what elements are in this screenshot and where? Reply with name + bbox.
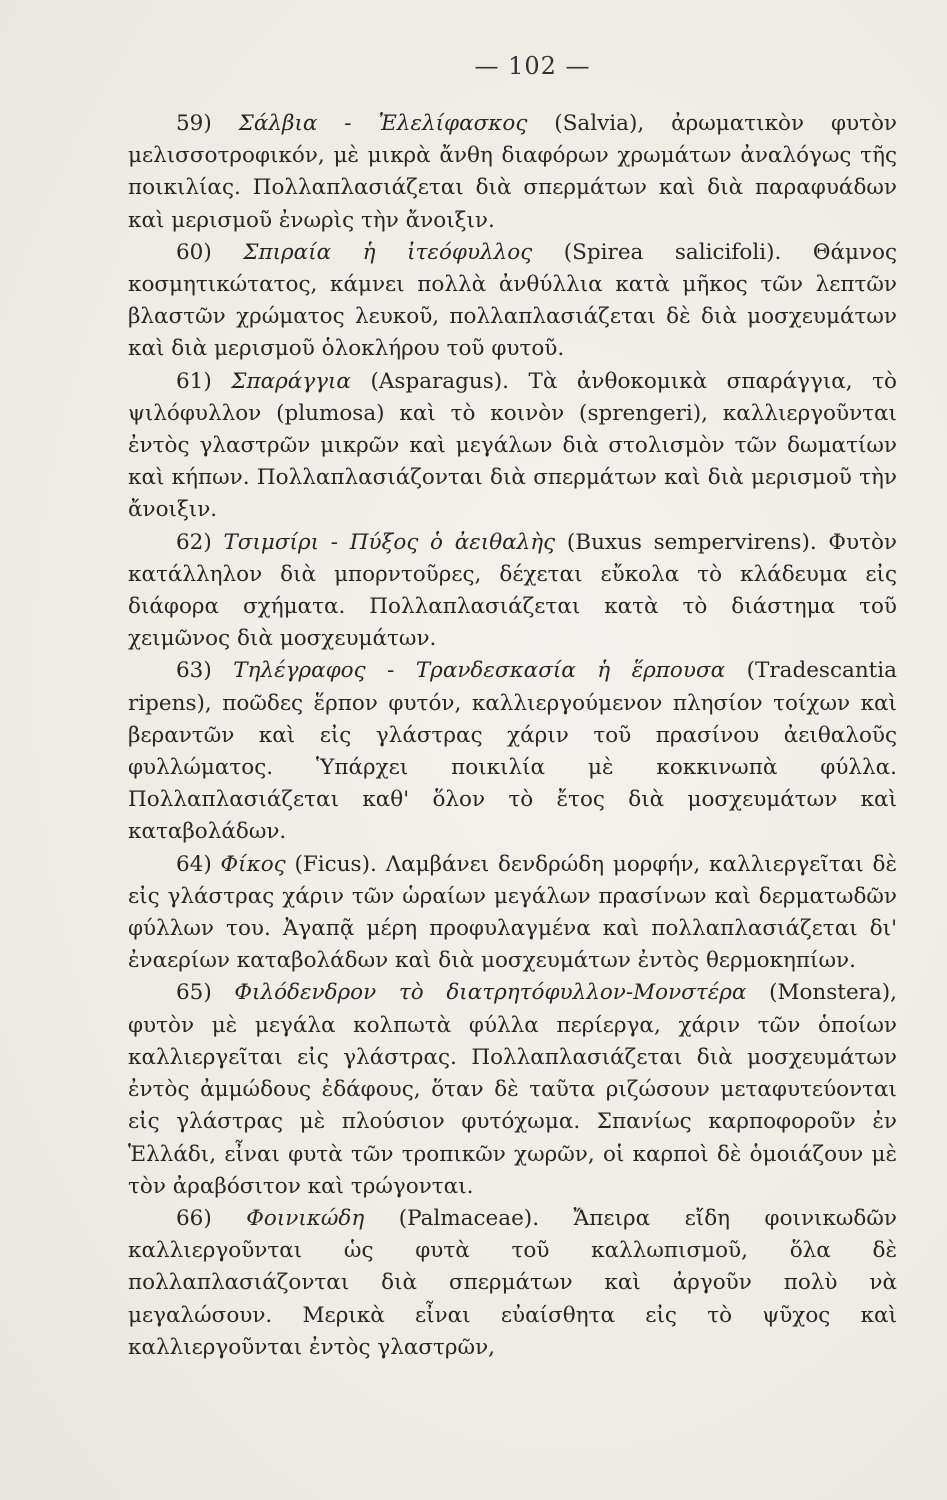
entry-60 xyxy=(128,237,897,366)
plant-name: Σάλβια - Ἐλελίφασκος xyxy=(238,111,528,136)
plant-name: Σπαράγγια xyxy=(231,368,351,394)
plant-name: Τηλέγραφος - Τρανδεσκασία ἡ ἕρπουσα xyxy=(233,658,726,684)
entry-text: (Tradescantia ripens), ποῶδες ἕρπον φυτόν, καλλιεργούμενον πλησίον τοίχων καὶ βεραντῶν καὶ εἰς γλάστρας χάριν τοῦ πρασίνου ἀειθαλοῦς φυλλώματος. Ὑπάρχει ποικιλία μὲ κοκκινωπὰ φύλλα. Πολλαπλασιάζεται καθ' ὅλον τὸ ἔτος διὰ μοσχευμάτων καὶ καταβολάδων. xyxy=(128,658,898,845)
entry-number: 66) xyxy=(176,1205,212,1231)
plant-name: Φοινικώδη xyxy=(246,1205,365,1231)
plant-name: Τσιμσίρι - Πύξος ὁ ἀειθαλὴς xyxy=(223,529,556,555)
entry-number: 65) xyxy=(176,980,212,1006)
entry-text: (Palmaceae). Ἄπειρα εἴδη φοινικωδῶν καλλιεργοῦνται ὡς φυτὰ τοῦ καλλωπισμοῦ, ὅλα δὲ πολλαπλασιάζονται διὰ σπερμάτων καὶ ἀργοῦν πολὺ νὰ μεγαλώσουν. Μερικὰ εἶναι εὐαίσθητα εἰς τὸ ψῦχος καὶ καλλιεργοῦνται ἐντὸς γλαστρῶν, xyxy=(128,1205,897,1360)
entry-number: 60) xyxy=(176,239,212,265)
entry-number: 62) xyxy=(176,529,212,555)
entry-62 xyxy=(128,527,897,656)
entry-number: 59) xyxy=(176,111,212,136)
entry-65 xyxy=(128,977,897,1202)
entry-59 xyxy=(128,108,897,237)
entry-number: 61) xyxy=(176,368,212,394)
entry-61 xyxy=(128,366,897,527)
plant-name: Φιλόδενδρον τὸ διατρητόφυλλον-Μονστέρα xyxy=(234,980,747,1006)
page-number: — 102 — xyxy=(474,52,591,80)
entry-text: (Asparagus). Τὰ ἀνθοκομικὰ σπαράγγια, τὸ ψιλόφυλλον (plumosa) καὶ τὸ κοινὸν (sprengeri), καλλιεργοῦνται ἐντὸς γλαστρῶν μικρῶν καὶ μεγάλων διὰ στολισμὸν τῶν δωματίων καὶ κήπων. Πολλαπλασιάζονται διὰ σπερμάτων καὶ διὰ μερισμοῦ τὴν ἄνοιξιν. xyxy=(128,368,898,523)
entry-number: 64) xyxy=(176,851,212,877)
entry-text: (Ficus). Λαμβάνει δενδρώδη μορφήν, καλλιεργεῖται δὲ εἰς γλάστρας χάριν τῶν ὡραίων μεγάλων πρασίνων καὶ δερματωδῶν φύλλων του. Ἀγαπᾷ μέρη προφυλαγμένα καὶ πολλαπλασιάζεται δι' ἐναερίων καταβολάδων καὶ διὰ μοσχευμάτων ἐντὸς θερμοκηπίων. xyxy=(128,851,897,974)
entry-text: (Spirea salicifoli). Θάμνος κοσμητικώτατος, κάμνει πολλὰ ἀνθύλλια κατὰ μῆκος τῶν λεπτῶν βλαστῶν χρώματος λευκοῦ, πολλαπλασιάζεται δὲ διὰ μοσχευμάτων καὶ διὰ μερισμοῦ ὁλοκλήρου τοῦ φυτοῦ. xyxy=(128,239,897,362)
entry-66 xyxy=(128,1203,897,1364)
plant-name: Φίκος xyxy=(220,851,286,877)
plant-name: Σπιραία ἡ ἰτεόφυλλος xyxy=(243,239,533,265)
entry-number: 63) xyxy=(176,658,212,684)
entry-64 xyxy=(128,849,897,978)
entry-text: (Buxus sempervirens). Φυτὸν κατάλληλον διὰ μπορντοῦρες, δέχεται εὔκολα τὸ κλάδευμα εἰς διάφορα σχήματα. Πολλαπλασιάζεται κατὰ τὸ διάστημα τοῦ χειμῶνος διὰ μοσχευμάτων. xyxy=(128,529,897,652)
entry-63 xyxy=(128,655,897,848)
entry-text: (Salvia), ἀρωματικὸν φυτὸν μελισσοτροφικόν, μὲ μικρὰ ἄνθη διαφόρων χρωμάτων ἀναλόγως τῆς ποικιλίας. Πολλαπλασιάζεται διὰ σπερμάτων καὶ διὰ παραφυάδων καὶ μερισμοῦ ἐνωρὶς τὴν ἄνοιξιν. xyxy=(128,111,897,233)
entry-text: (Monstera), φυτὸν μὲ μεγάλα κολπωτὰ φύλλα περίεργα, χάριν τῶν ὁποίων καλλιεργεῖται εἰς γλάστρας. Πολλαπλασιάζεται διὰ μοσχευμάτων ἐντὸς ἀμμώδους ἐδάφους, ὅταν δὲ ταῦτα ριζώσουν μεταφυτεύονται εἰς γλάστρας μὲ πλούσιον φυτόχωμα. Σπανίως καρποφοροῦν ἐν Ἑλλάδι, εἶναι φυτὰ τῶν τροπικῶν χωρῶν, οἱ καρποὶ δὲ ὁμοιάζουν μὲ τὸν ἀραβόσιτον καὶ τρώγονται. xyxy=(128,980,897,1199)
